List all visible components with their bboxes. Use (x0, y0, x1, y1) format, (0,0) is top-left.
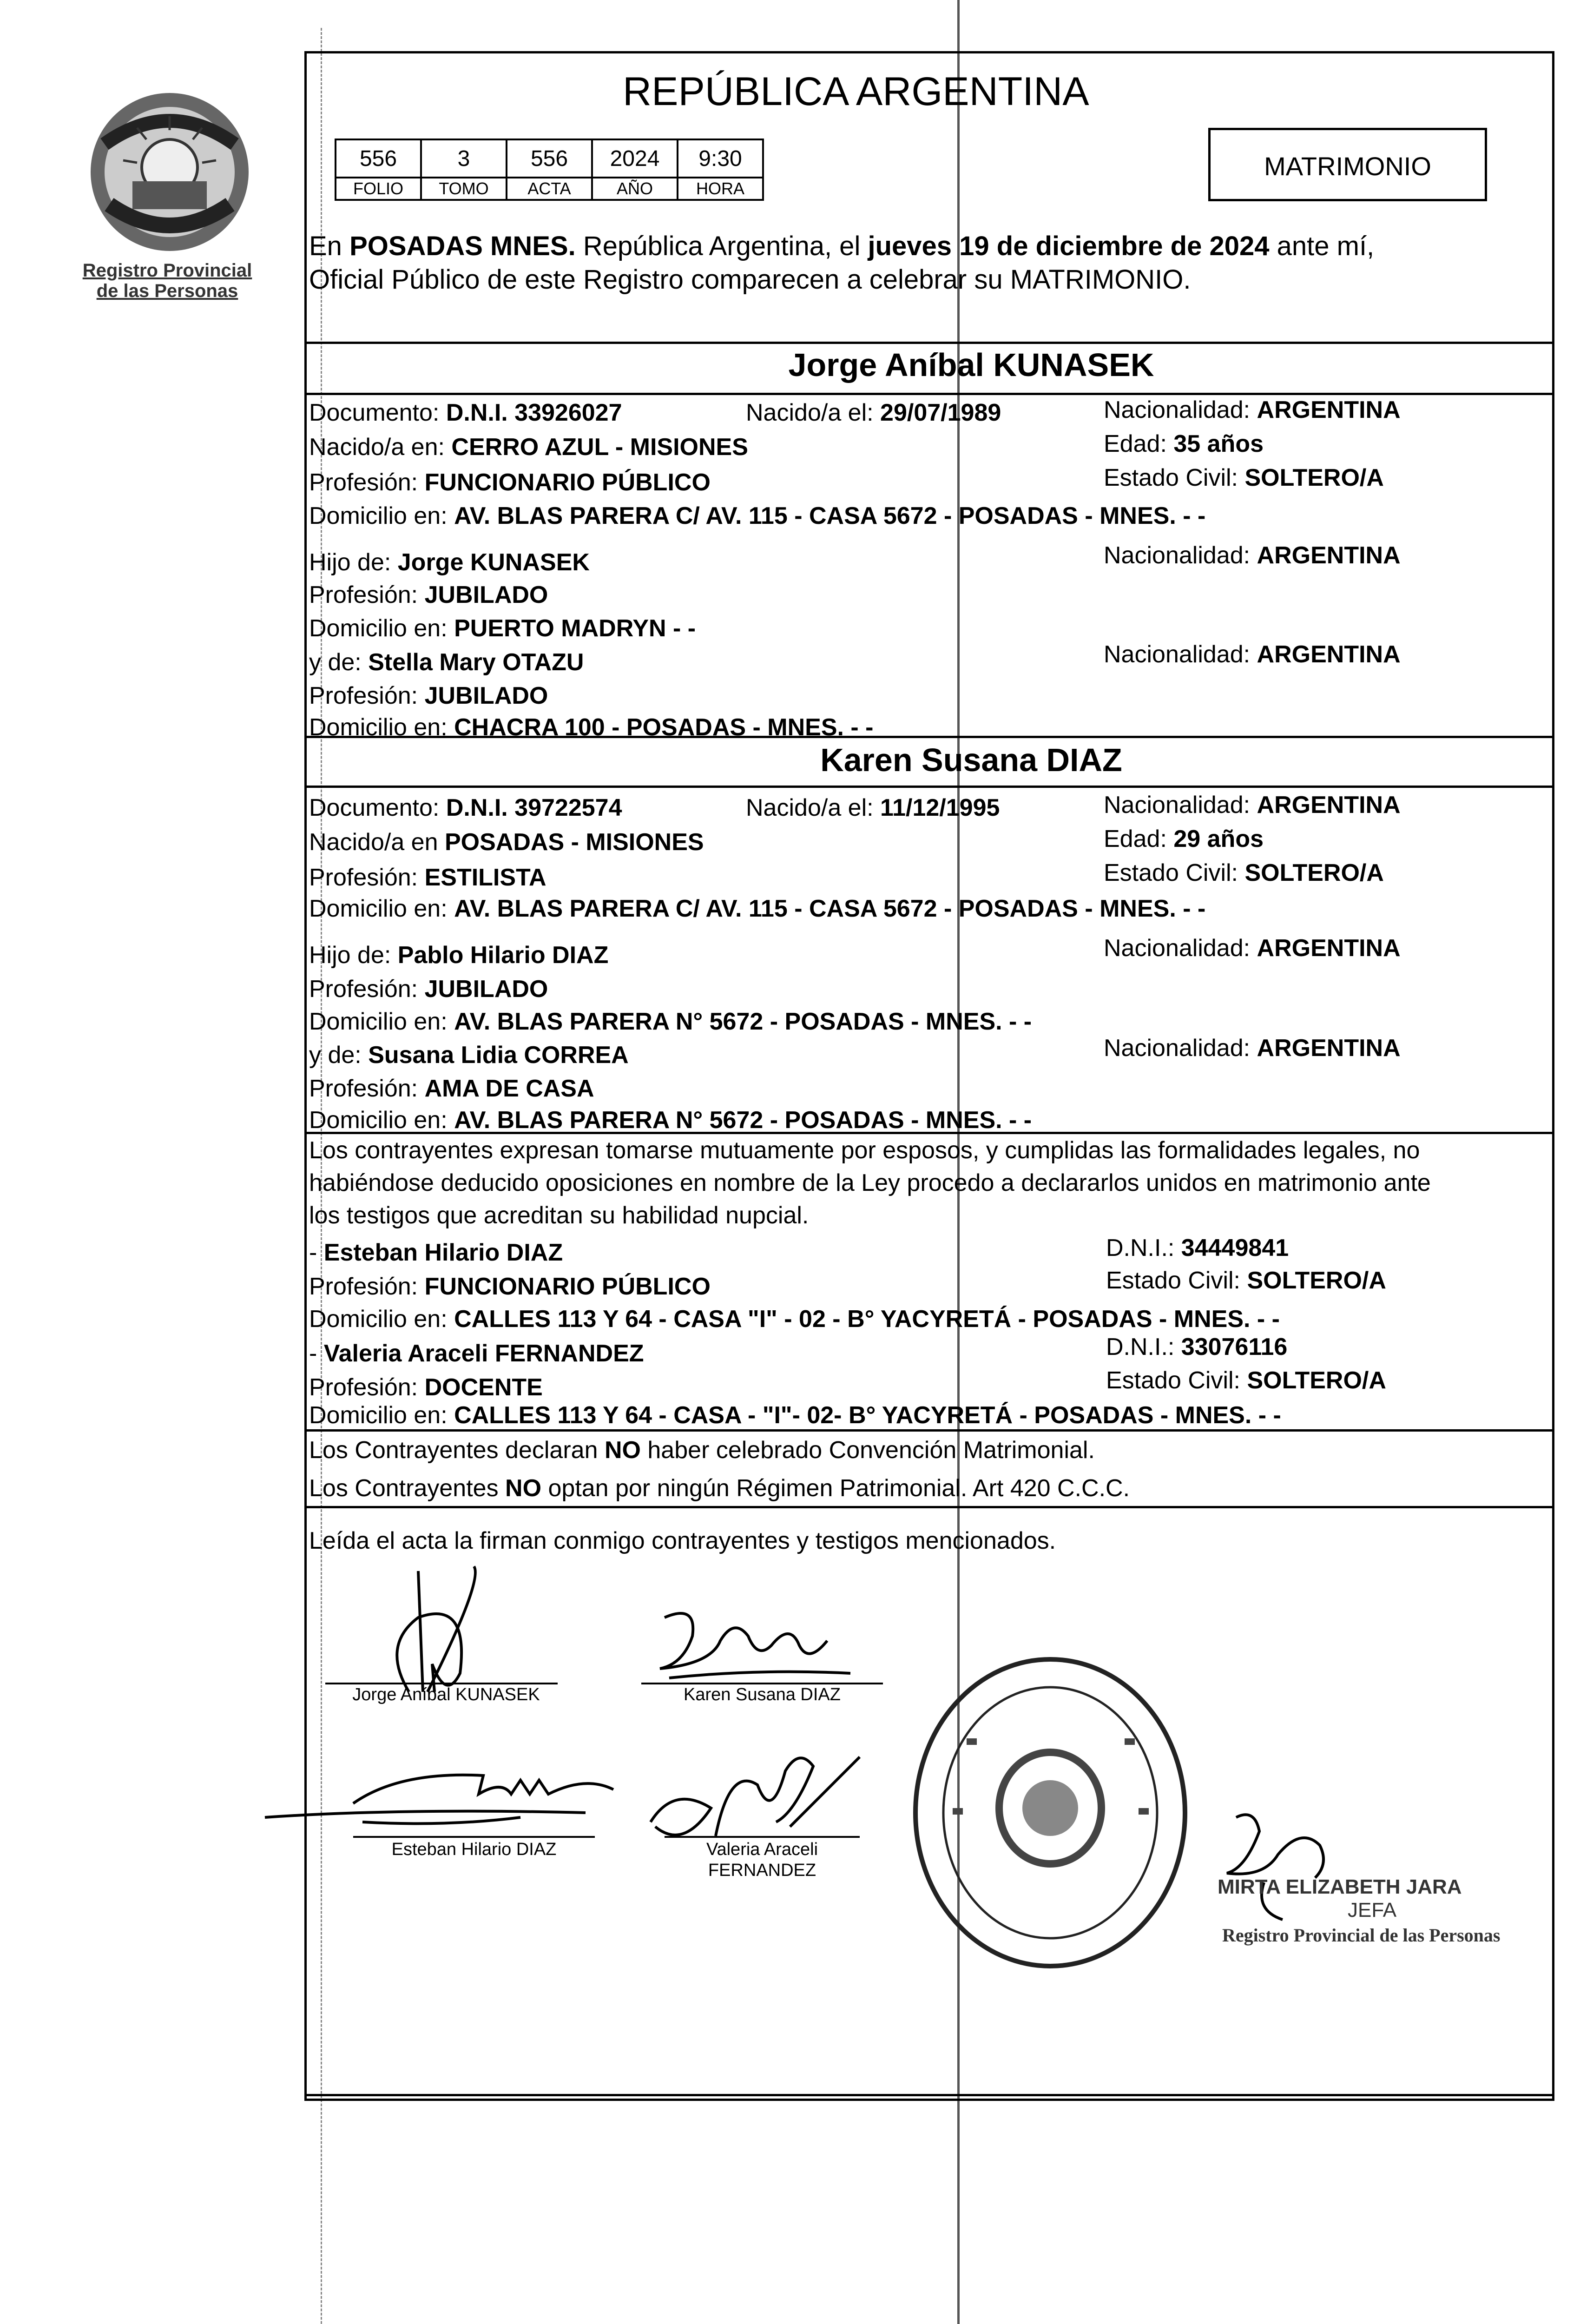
value: 34449841 (1181, 1235, 1289, 1261)
label: Domicilio en: (309, 895, 454, 922)
intro-line-1 (309, 232, 1374, 260)
bride-father-address (309, 1008, 1032, 1036)
signature-line (665, 1836, 860, 1838)
intro-text: En (309, 231, 350, 261)
groom-civil-status (1104, 464, 1384, 492)
value: AV. BLAS PARERA N° 5672 - POSADAS - MNES. - - (454, 1107, 1032, 1134)
intro-line-2: Oficial Público de este Registro comparecen a celebrar su MATRIMONIO. (309, 264, 1191, 295)
convention-line-2 (309, 1474, 1130, 1502)
separator (304, 786, 1554, 788)
groom-name: Jorge Aníbal KUNASEK (788, 347, 1154, 383)
value: AV. BLAS PARERA N° 5672 - POSADAS - MNES. - - (454, 1008, 1032, 1035)
label: Documento: (309, 794, 446, 821)
intro-text: República Argentina, el (575, 231, 868, 261)
label: Domicilio en: (309, 1306, 454, 1333)
groom-nationality (1104, 396, 1401, 424)
bride-name: Karen Susana DIAZ (820, 742, 1122, 778)
witness-2-civil-status (1106, 1367, 1386, 1394)
value: JUBILADO (424, 976, 548, 1003)
value: SOLTERO/A (1244, 464, 1384, 491)
value: CALLES 113 Y 64 - CASA - "I"- 02- B° YACYRETÁ - POSADAS - MNES. - - (454, 1402, 1281, 1429)
value: SOLTERO/A (1247, 1367, 1386, 1394)
logo-caption (56, 260, 279, 301)
label: Nacionalidad: (1104, 792, 1257, 819)
label: y de: (309, 649, 369, 676)
value: POSADAS - MISIONES (444, 829, 704, 856)
folio-value: 556 (336, 139, 421, 178)
label: D.N.I.: (1106, 1235, 1181, 1261)
groom-mother (309, 648, 584, 676)
value: ARGENTINA (1257, 641, 1401, 668)
label: Domicilio en: (309, 1107, 454, 1134)
label: Estado Civil: (1104, 859, 1245, 886)
emphasis: NO (505, 1475, 542, 1502)
value: CERRO AZUL - MISIONES (451, 434, 748, 461)
groom-address (309, 502, 1205, 530)
logo-caption-line1: Registro Provincial (82, 260, 252, 281)
value: AV. BLAS PARERA C/ AV. 115 - CASA 5672 - POSADAS - MNES. - - (454, 895, 1206, 922)
anio-label: AÑO (592, 178, 678, 200)
closing-statement: Leída el acta la firman conmigo contrayentes y testigos mencionados. (309, 1527, 1056, 1554)
label: Edad: (1104, 430, 1174, 457)
bride-mother-nationality (1104, 1034, 1401, 1062)
groom-father (309, 548, 590, 576)
bride-birthdate (746, 794, 1000, 822)
signature-line (641, 1683, 883, 1684)
tomo-label: TOMO (421, 178, 507, 200)
witness-1-signature-label: Esteban Hilario DIAZ (391, 1840, 557, 1859)
declaration-line-2: habiéndose deducido oposiciones en nombre de la Ley procedo a declararlos unidos en matrimonio ante (309, 1169, 1431, 1196)
text: Los Contrayentes (309, 1475, 506, 1502)
groom-birthdate (746, 399, 1001, 427)
value: Esteban Hilario DIAZ (323, 1239, 563, 1266)
groom-mother-profession (309, 682, 548, 710)
registro-provincial-de-las-personas-seal-icon (911, 1655, 1190, 1971)
label: Nacido/a el: (746, 399, 881, 426)
bride-address (309, 895, 1205, 923)
hora-value: 9:30 (678, 139, 763, 178)
groom-signature-label: Jorge Aníbal KUNASEK (352, 1685, 540, 1704)
text: Los Contrayentes declaran (309, 1437, 605, 1464)
label: Profesión: (309, 469, 425, 496)
document-title: REPÚBLICA ARGENTINA (623, 69, 1089, 114)
witness-2-address (309, 1401, 1281, 1429)
value: Valeria Araceli FERNANDEZ (323, 1340, 644, 1367)
separator (304, 2094, 1554, 2096)
convention-line-1 (309, 1436, 1095, 1464)
bride-father-nationality (1104, 934, 1401, 962)
bride-profession (309, 864, 546, 891)
value: Susana Lidia CORREA (368, 1042, 629, 1069)
witness-1-signature (260, 1762, 641, 1841)
groom-document (309, 399, 622, 427)
label: Nacido/a el: (746, 794, 881, 821)
bride-civil-status (1104, 859, 1384, 887)
text: optan por ningún Régimen Patrimonial. Art 420 C.C.C. (541, 1475, 1130, 1502)
separator (304, 342, 1554, 344)
anio-value: 2024 (592, 139, 678, 178)
value: D.N.I. 33926027 (446, 399, 622, 426)
value: PUERTO MADRYN - - (454, 615, 696, 642)
value: ARGENTINA (1257, 935, 1401, 962)
value: Pablo Hilario DIAZ (397, 942, 609, 969)
label: Domicilio en: (309, 714, 454, 741)
label: Estado Civil: (1106, 1267, 1247, 1294)
value: ARGENTINA (1257, 396, 1401, 423)
value: Jorge KUNASEK (397, 549, 590, 576)
witness-1-profession (309, 1273, 711, 1301)
value: FUNCIONARIO PÚBLICO (424, 1273, 711, 1300)
value: CALLES 113 Y 64 - CASA "I" - 02 - B° YACYRETÁ - POSADAS - MNES. - - (454, 1306, 1280, 1333)
declaration-line-3: los testigos que acreditan su habilidad nupcial. (309, 1202, 809, 1229)
groom-father-address (309, 614, 696, 642)
value: SOLTERO/A (1244, 859, 1384, 886)
witness-1-name (309, 1239, 563, 1267)
value: 29 años (1173, 825, 1264, 852)
separator (304, 393, 1554, 395)
label: Domicilio en: (309, 1008, 454, 1035)
value: 11/12/1995 (880, 794, 1000, 821)
label: Domicilio en: (309, 502, 454, 529)
witness-1-civil-status (1106, 1267, 1386, 1294)
witness-2-signature-label-line2: FERNANDEZ (708, 1861, 816, 1880)
groom-birthplace (309, 433, 748, 461)
label: Profesión: (309, 1075, 425, 1102)
label: Nacionalidad: (1104, 935, 1257, 962)
groom-age (1104, 430, 1264, 458)
act-type-label: MATRIMONIO (1264, 152, 1431, 181)
value: JUBILADO (424, 682, 548, 709)
acta-label: ACTA (507, 178, 592, 200)
witness-2-name (309, 1340, 644, 1367)
value: 29/07/1989 (880, 399, 1001, 426)
prefix: - (309, 1340, 324, 1367)
folio-label: FOLIO (336, 178, 421, 200)
witness-2-profession (309, 1373, 543, 1401)
bride-father-profession (309, 975, 548, 1003)
separator (304, 1429, 1554, 1432)
label: y de: (309, 1042, 369, 1069)
officer-role: JEFA (1348, 1899, 1397, 1921)
prefix: - (309, 1239, 324, 1266)
bride-document (309, 794, 622, 822)
bride-signature (641, 1599, 874, 1692)
label: Documento: (309, 399, 446, 426)
signature-line (353, 1836, 595, 1838)
bride-father (309, 941, 608, 969)
value: JUBILADO (424, 581, 548, 608)
label: Estado Civil: (1106, 1367, 1247, 1394)
label: Nacionalidad: (1104, 396, 1257, 423)
label: Hijo de: (309, 942, 398, 969)
witness-1-dni (1106, 1234, 1289, 1262)
value: SOLTERO/A (1247, 1267, 1386, 1294)
label: Edad: (1104, 825, 1174, 852)
value: DOCENTE (424, 1374, 543, 1401)
logo-caption-line2: de las Personas (96, 281, 238, 301)
label: Nacido/a en (309, 829, 445, 856)
value: ARGENTINA (1257, 1035, 1401, 1062)
label: Nacionalidad: (1104, 641, 1257, 668)
groom-mother-nationality (1104, 640, 1401, 668)
bride-age (1104, 825, 1264, 853)
label: Profesión: (309, 976, 425, 1003)
value: CHACRA 100 - POSADAS - MNES. - - (454, 714, 874, 741)
value: AV. BLAS PARERA C/ AV. 115 - CASA 5672 - POSADAS - MNES. - - (454, 502, 1206, 529)
label: Profesión: (309, 864, 425, 891)
officer-office: Registro Provincial de las Personas (1222, 1925, 1501, 1946)
text: haber celebrado Convención Matrimonial. (640, 1437, 1095, 1464)
value: ARGENTINA (1257, 792, 1401, 819)
intro-date: jueves 19 de diciembre de 2024 (868, 231, 1270, 261)
bride-nationality (1104, 791, 1401, 819)
witness-2-dni (1106, 1333, 1287, 1361)
declaration-line-1: Los contrayentes expresan tomarse mutuamente por esposos, y cumplidas las formalidades legales, no (309, 1137, 1420, 1164)
label: Profesión: (309, 1374, 425, 1401)
label: Domicilio en: (309, 1402, 454, 1429)
acta-value: 556 (507, 139, 592, 178)
groom-father-profession (309, 581, 548, 609)
separator (304, 1506, 1554, 1508)
value: 35 años (1173, 430, 1264, 457)
groom-mother-address (309, 713, 874, 741)
value: D.N.I. 39722574 (446, 794, 622, 821)
witness-2-signature-label-line1: Valeria Araceli (706, 1840, 818, 1859)
value: AMA DE CASA (424, 1075, 594, 1102)
signature-line (325, 1683, 558, 1684)
value: FUNCIONARIO PÚBLICO (424, 469, 711, 496)
emphasis: NO (604, 1437, 641, 1464)
groom-profession (309, 469, 711, 496)
registry-data-table (335, 139, 764, 201)
groom-father-nationality (1104, 541, 1401, 569)
label: Domicilio en: (309, 615, 454, 642)
label: Profesión: (309, 581, 425, 608)
label: Nacionalidad: (1104, 1035, 1257, 1062)
intro-text: ante mí, (1269, 231, 1375, 261)
bride-signature-label: Karen Susana DIAZ (684, 1685, 841, 1704)
officer-name: MIRTA ELIZABETH JARA (1218, 1875, 1462, 1898)
label: Hijo de: (309, 549, 398, 576)
hora-label: HORA (678, 178, 763, 200)
witness-1-address (309, 1305, 1280, 1333)
value: ESTILISTA (424, 864, 546, 891)
bride-mother-address (309, 1106, 1032, 1134)
value: ARGENTINA (1257, 542, 1401, 569)
label: Profesión: (309, 682, 425, 709)
intro-place: POSADAS MNES. (349, 231, 576, 261)
tomo-value: 3 (421, 139, 507, 178)
value: 33076116 (1181, 1334, 1288, 1360)
bride-mother (309, 1041, 629, 1069)
label: Estado Civil: (1104, 464, 1245, 491)
label: Nacionalidad: (1104, 542, 1257, 569)
label: D.N.I.: (1106, 1334, 1181, 1360)
label: Nacido/a en: (309, 434, 452, 461)
value: Stella Mary OTAZU (368, 649, 584, 676)
bride-mother-profession (309, 1075, 594, 1103)
provincia-de-misiones-crest-icon (86, 88, 253, 256)
bride-birthplace (309, 828, 704, 856)
label: Profesión: (309, 1273, 425, 1300)
